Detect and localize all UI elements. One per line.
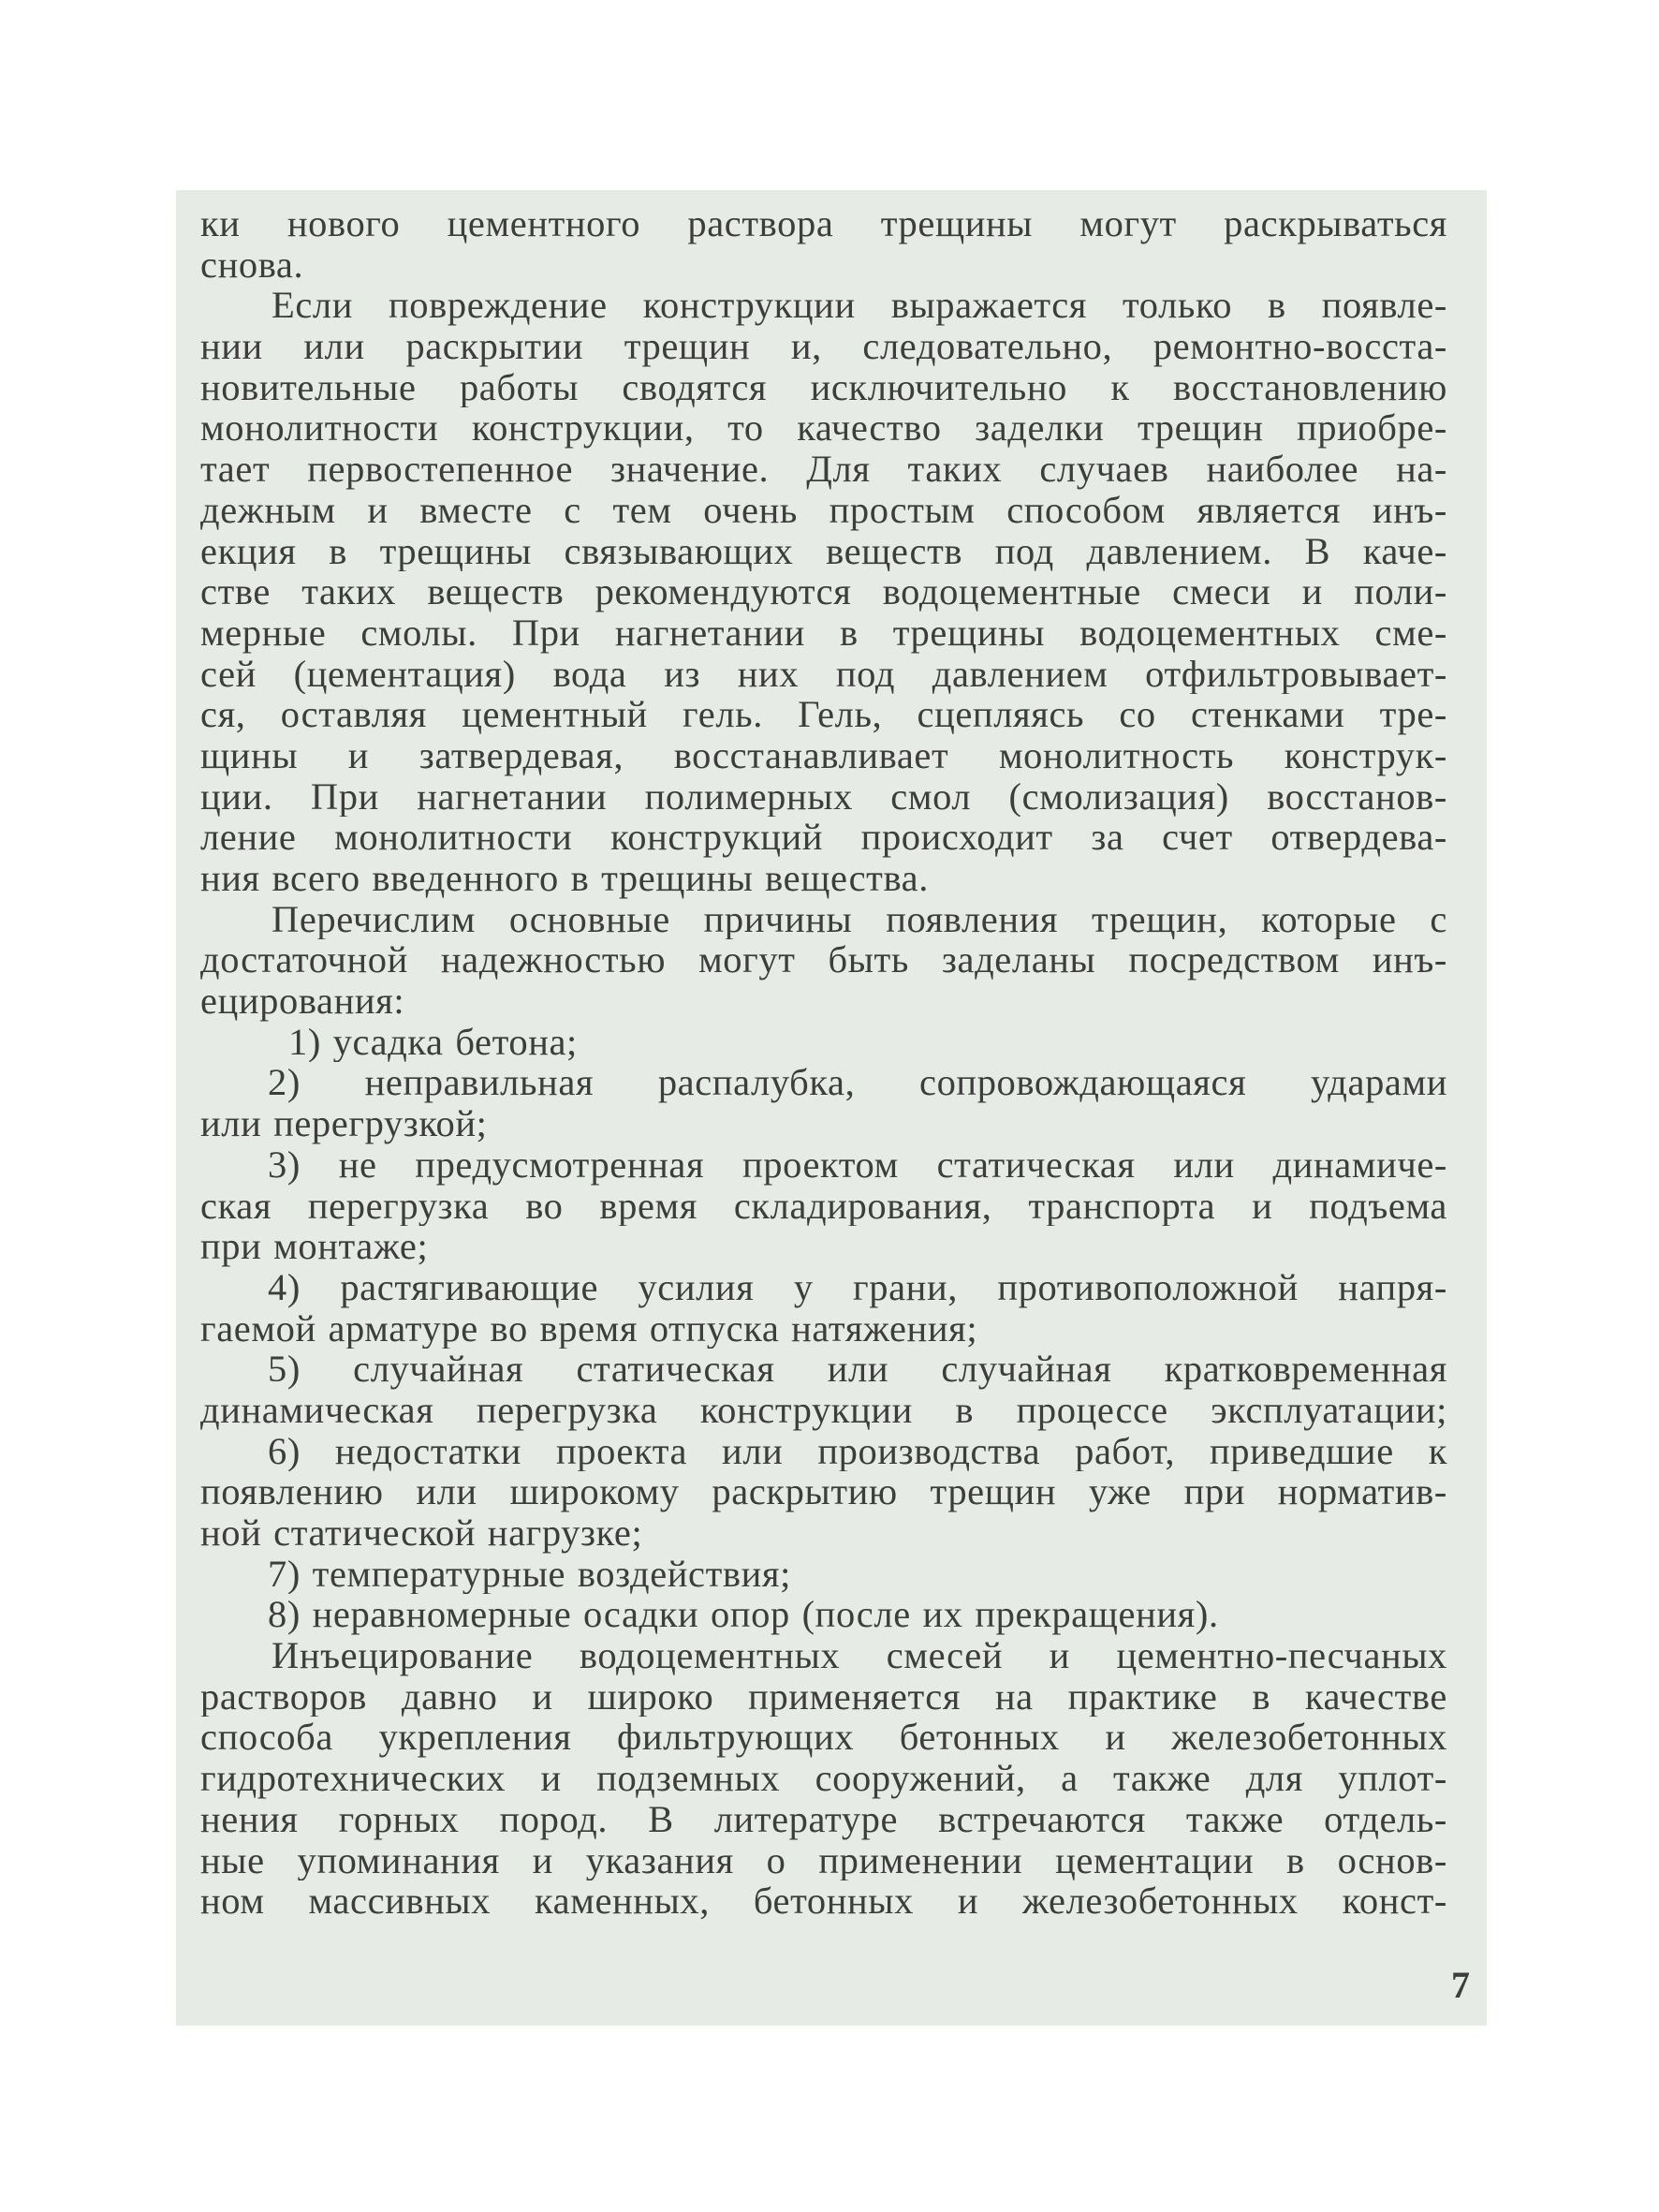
text-line: тает первостепенное значение. Для таких случаев наиболее на- — [200, 449, 1447, 490]
text-line: ном массивных каменных, бетонных и железобетонных конст- — [200, 1880, 1447, 1922]
text-line: нения горных пород. В литературе встречаются также отдель- — [200, 1798, 1447, 1840]
list-item: 5) случайная статическая или случайная кратковременная — [268, 1349, 1447, 1390]
text-line: новительные работы сводятся исключительно к восстановлению — [200, 366, 1447, 408]
text-line: ции. При нагнетании полимерных смол (смолизация) восстанов- — [200, 775, 1447, 818]
text-line: нии или раскрытии трещин и, следовательно, ремонтно-восста- — [200, 326, 1447, 367]
text-line: екция в трещины связывающих веществ под давлением. В каче- — [200, 530, 1447, 572]
text-line: достаточной надежностью могут быть заделаны посредством инъ- — [200, 939, 1447, 981]
text-line: Если повреждение конструкции выражается только в появле- — [272, 285, 1447, 327]
text-line: ская перегрузка во время складирования, транспорта и подъема — [200, 1185, 1447, 1227]
text-line: мерные смолы. При нагнетании в трещины водоцементных сме- — [200, 612, 1447, 654]
body-text — [200, 203, 1447, 1922]
text-line: при монтаже; — [200, 1226, 429, 1267]
text-line: монолитности конструкции, то качество заделки трещин приобре- — [200, 407, 1447, 450]
list-item: 3) не предусмотренная проектом статическая или динамиче- — [268, 1143, 1447, 1186]
text-line: щины и затвердевая, восстанавливает монолитность конструк- — [200, 734, 1447, 776]
list-item: 8) неравномерные осадки опор (после их прекращения). — [268, 1594, 1219, 1636]
text-line: дежным и вместе с тем очень простым способом является инъ- — [200, 489, 1447, 531]
text-line: Перечислим основные причины появления трещин, которые с — [272, 898, 1447, 940]
list-item: 2) неправильная распалубка, сопровождающаяся ударами — [268, 1062, 1447, 1104]
text-line: сей (цементация) вода из них под давлением отфильтровывает- — [200, 653, 1447, 695]
text-line: ецирования: — [200, 981, 405, 1022]
text-line: растворов давно и широко применяется на практике в качестве — [200, 1675, 1447, 1718]
text-line: гидротехнических и подземных сооружений, а также для уплот- — [200, 1758, 1447, 1799]
list-item: 6) недостатки проекта или производства работ, приведшие к — [268, 1430, 1447, 1472]
text-line: Инъецирование водоцементных смесей и цементно-песчаных — [272, 1635, 1447, 1676]
text-line: или перегрузкой; — [200, 1103, 488, 1144]
text-line: способа укрепления фильтрующих бетонных и железобетонных — [200, 1717, 1447, 1759]
text-line: ся, оставляя цементный гель. Гель, сцепляясь со стенками тре- — [200, 694, 1447, 735]
text-line: появлению или широкому раскрытию трещин уже при норматив- — [200, 1471, 1447, 1512]
text-line: ные упоминания и указания о применении цементации в основ- — [200, 1839, 1447, 1881]
scanned-page — [176, 190, 1487, 2026]
text-line: ки нового цементного раствора трещины могут раскрываться — [200, 203, 1447, 244]
list-item: 4) растягивающие усилия у грани, противоположной напря- — [268, 1266, 1447, 1308]
list-item: 1) усадка бетона; — [288, 1021, 578, 1063]
list-item: 7) температурные воздействия; — [268, 1553, 792, 1595]
text-line: ной статической нагрузке; — [200, 1512, 643, 1554]
page-number: 7 — [1451, 1964, 1470, 2006]
text-line: гаемой арматуре во время отпуска натяжения; — [200, 1307, 978, 1349]
text-line: снова. — [200, 243, 304, 286]
text-line: стве таких веществ рекомендуются водоцементные смеси и поли- — [200, 571, 1447, 612]
text-line: ление монолитности конструкций происходит за счет отвердева- — [200, 817, 1447, 858]
text-line: ния всего введенного в трещины вещества. — [200, 858, 929, 899]
text-line: динамическая перегрузка конструкции в процессе эксплуатации; — [200, 1389, 1447, 1431]
